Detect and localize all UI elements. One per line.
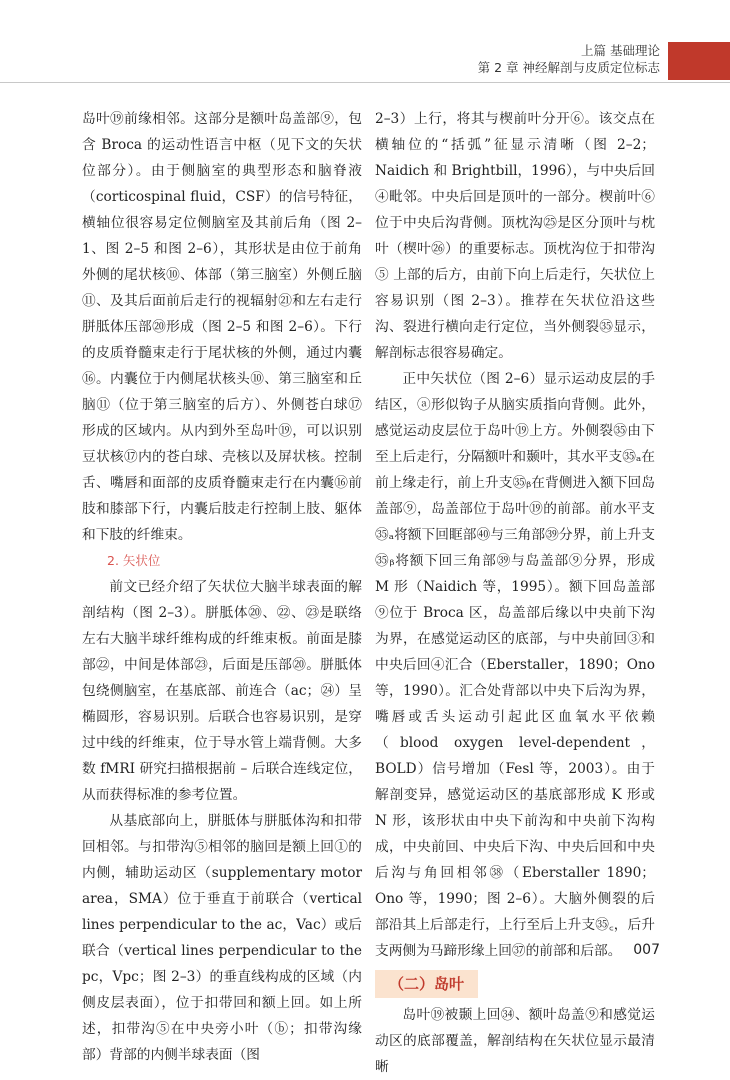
section-heading-sagittal: 2. 矢状位 bbox=[107, 553, 161, 568]
header-divider bbox=[0, 82, 730, 83]
section-heading-insula bbox=[375, 970, 655, 998]
section-heading-label: （二）岛叶 bbox=[375, 970, 478, 998]
paragraph: 2–3）上行，将其与楔前叶分开⑥。该交点在横轴位的“括弧”征显示清晰（图 2–2；Naidich 和 Brightbill，1996），与中央后回④毗邻。中央后回是顶叶的一部分。楔前叶⑥位于中央后沟背侧。顶枕沟㉕是区分顶叶与枕叶（楔叶㉖）的重要标志。顶枕沟位于扣带沟⑤ 上部的后方，由前下向上后走行，矢状位上容易识别（图 2–3）。推荐在矢状位沿这些沟、裂进行横向走行定位，当外侧裂㉟显示，解剖标志很容易确定。 bbox=[375, 111, 655, 361]
running-header bbox=[478, 42, 660, 76]
paragraph: 岛叶⑲前缘相邻。这部分是额叶岛盖部⑨，包含 Broca 的运动性语言中枢（见下文的矢状位部分）。由于侧脑室的典型形态和脑脊液（corticospinal fluid，CSF）的信号特征，横轴位很容易定位侧脑室及其前后角（图 2–1、图 2–5 和图 2–6），其形状是由位于前角外侧的尾状核⑩、体部（第三脑室）外侧丘脑⑪、及其后面前后走行的视辐射㉑和左右走行胼胝体压部⑳形成（图 2–5 和图 2–6）。下行的皮质脊髓束走行于尾状核的外侧，通过内囊⑯。内囊位于内侧尾状核头⑩、第三脑室和丘脑⑪（位于第三脑室的后方）、外侧苍白球⑰形成的区域内。从内到外至岛叶⑲，可以识别豆状核⑰内的苍白球、壳核以及屏状核。控制舌、嘴唇和面部的皮质脊髓束走行在内囊⑯前肢和膝部下行，内囊后肢走行控制上肢、躯体和下肢的纤维束。 bbox=[82, 111, 362, 543]
page-number: 007 bbox=[633, 942, 660, 958]
paragraph: 前文已经介绍了矢状位大脑半球表面的解剖结构（图 2–3）。胼胝体⑳、㉒、㉓是联络左右大脑半球纤维构成的纤维束板。前面是膝部㉒，中间是体部㉓，后面是压部⑳。胼胝体包绕侧脑室，在基底部、前连合（ac；㉔）呈椭圆形，容易识别。后联合也容易识别，是穿过中线的纤维束，位于导水管上端背侧。大多数 fMRI 研究扫描根据前 – 后联合连线定位，从而获得标准的参考位置。 bbox=[82, 579, 362, 803]
header-part-title: 上篇 基础理论 bbox=[581, 43, 660, 58]
header-chapter-title: 第 2 章 神经解剖与皮质定位标志 bbox=[477, 60, 660, 75]
paragraph: 从基底部向上，胼胝体与胼胝体沟和扣带回相邻。与扣带沟⑤相邻的脑回是额上回①的内侧，辅助运动区（supplementary motor area，SMA）位于垂直于前联合（vertical lines perpendicular to the ac，Vac）或后联合（vertical lines perpendicular to the pc，Vpc；图 2–3）的垂直线构成的区域（内侧皮层表面），位于扣带回和额上回。如上所述，扣带沟⑤在中央旁小叶（ⓑ；扣带沟缘部）背部的内侧半球表面（图 bbox=[82, 813, 362, 1063]
left-column bbox=[82, 106, 362, 1063]
paragraph: 正中矢状位（图 2–6）显示运动皮层的手结区，ⓐ形似钩子从脑实质指向背侧。此外，感觉运动皮层位于岛叶⑲上方。外侧裂㉟由下至上后走行，分隔额叶和颞叶，其水平支㉟ₐ在前上缘走行，前上升支㉟ᵦ在背侧进入额下回岛盖部⑨，岛盖部位于岛叶⑲的前部。前水平支㉟ₐ将额下回眶部㊵与三角部㊴分界，前上升支㉟ᵦ将额下回三角部㊴与岛盖部⑨分界，形成 M 形（Naidich 等，1995）。额下回岛盖部⑨位于 Broca 区，岛盖部后缘以中央前下沟为界，在感觉运动区的底部，与中央前回③和中央后回④汇合（Eberstaller，1890；Ono 等，1990）。汇合处背部以中央下后沟为界，嘴唇或舌头运动引起此区血氧水平依赖（blood oxygen level-dependent，BOLD）信号增加（Fesl 等，2003）。由于解剖变异，感觉运动区的基底部形成 K 形或 N 形，该形状由中央下前沟和中央前下沟构成，中央前回、中央后下沟、中央后回和中央后沟与角回相邻㊳（Eberstaller 1890；Ono 等，1990；图 2–6）。大脑外侧裂的后部沿其上后部走行，上行至后上升支㉟꜀，后升支两侧为马蹄形缘上回㊲的前部和后部。 bbox=[375, 371, 655, 959]
header-accent-bar bbox=[668, 42, 730, 80]
paragraph: 岛叶⑲被颞上回㉞、额叶岛盖⑨和感觉运动区的底部覆盖，解剖结构在矢状位显示最清晰 bbox=[375, 1007, 655, 1075]
